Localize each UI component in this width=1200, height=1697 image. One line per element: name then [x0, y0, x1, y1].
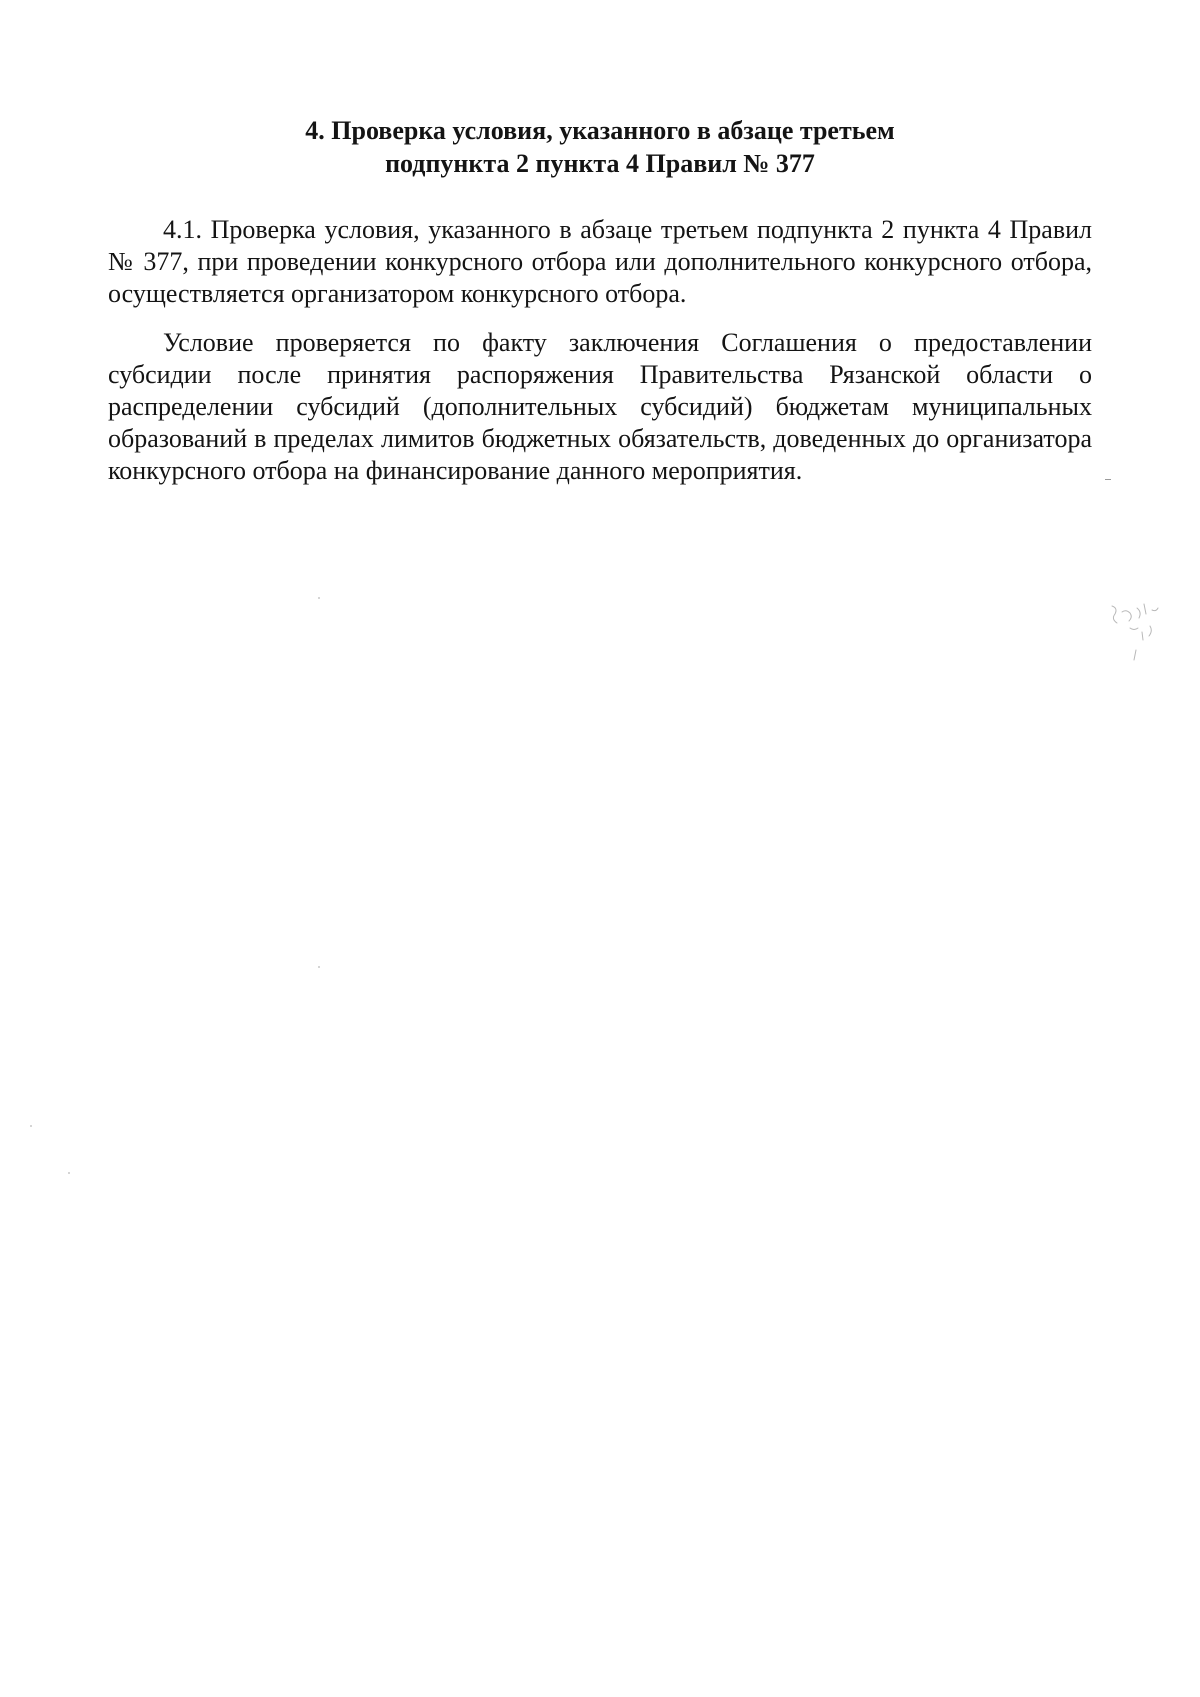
- scan-speck: [68, 1172, 70, 1174]
- scan-speck: [318, 966, 320, 968]
- scan-speck: [318, 597, 320, 599]
- scan-dash-mark: [1105, 479, 1111, 480]
- paragraph-condition: Условие проверяется по факту заключения Соглашения о предоставлении субсидии после принятия распоряжения Правительства Рязанской области о распределении субсидий (дополнительных субсидий) бюджетам муниципальных образований в пределах лимитов бюджетных обязательств, доведенных до организатора конкурсного отбора на финансирование данного мероприятия.: [108, 328, 1092, 485]
- faint-scan-signature-mark: [1092, 598, 1200, 678]
- section-heading-line-2: подпункта 2 пункта 4 Правил № 377: [385, 149, 815, 178]
- section-heading: [108, 114, 1092, 180]
- scan-speck: [30, 1125, 32, 1127]
- section-heading-line-1: 4. Проверка условия, указанного в абзаце третьем: [305, 116, 895, 145]
- paragraph-4-1: 4.1. Проверка условия, указанного в абзаце третьем подпункта 2 пункта 4 Правил № 377, при проведении конкурсного отбора или дополнительного конкурсного отбора, осуществляется организатором конкурсного отбора.: [108, 215, 1092, 308]
